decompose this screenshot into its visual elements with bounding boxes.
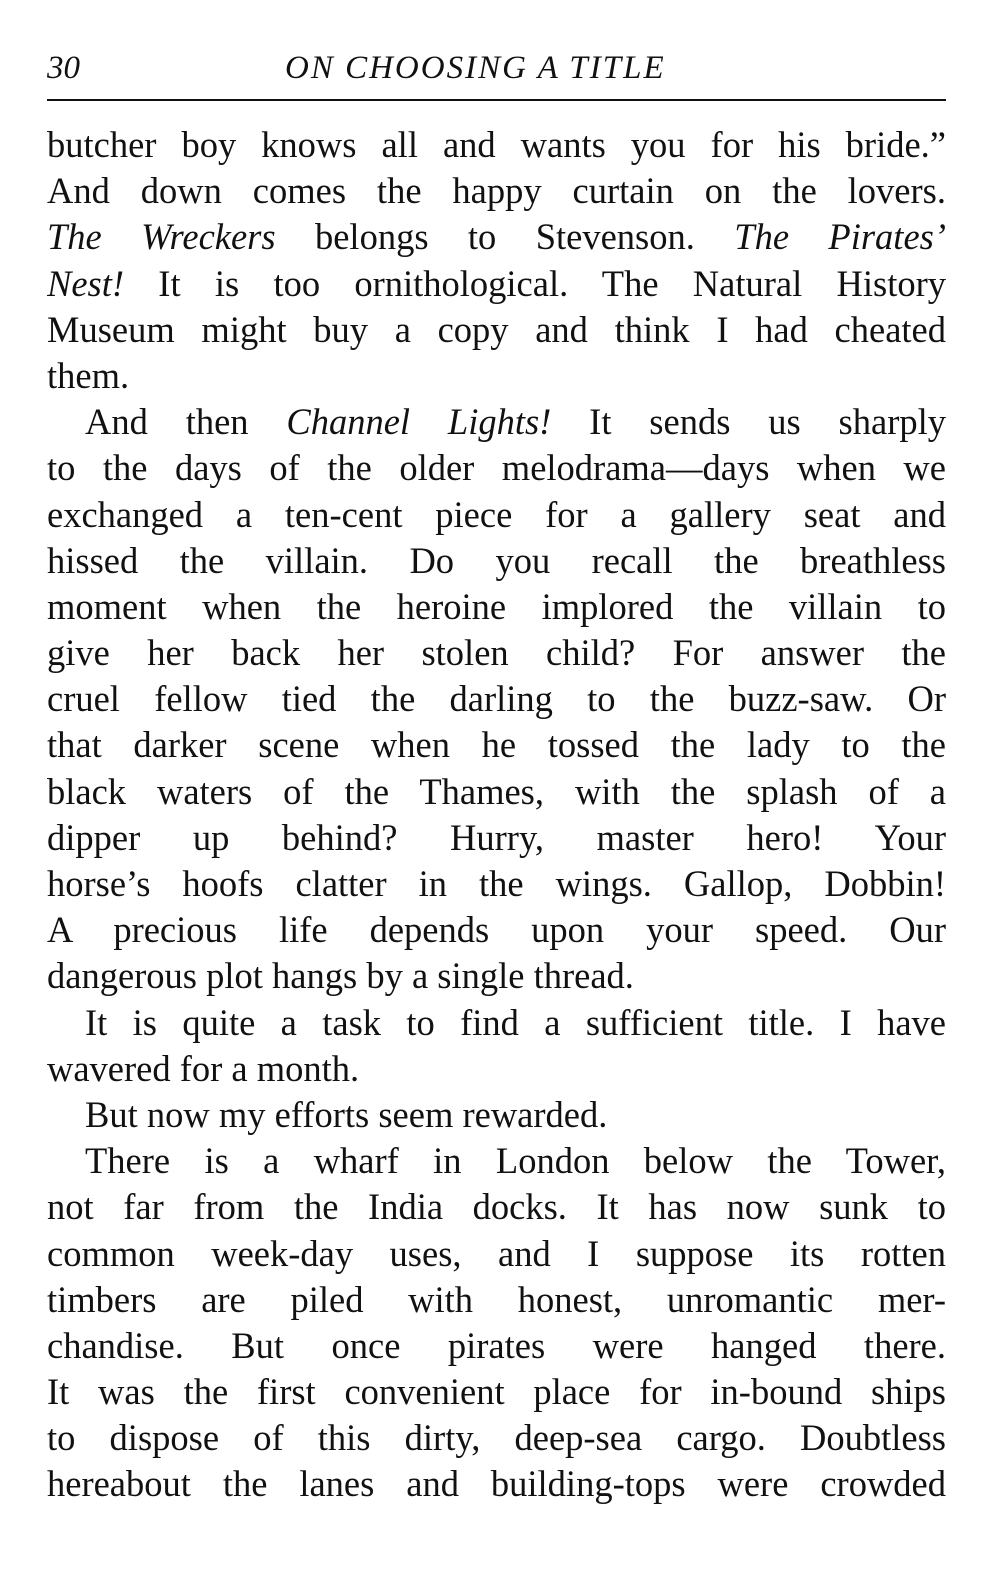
text-line	[47, 815, 946, 861]
italic-text: Channel Lights!	[286, 401, 552, 443]
text-segment: It is too ornithological. The Natural History	[124, 262, 946, 304]
text-line	[47, 168, 946, 214]
text-line	[47, 584, 946, 630]
text-line	[47, 1277, 946, 1323]
text-segment: A precious life depends upon your speed. Our	[47, 909, 946, 951]
text-segment: horse’s hoofs clatter in the wings. Gallop, Dobbin!	[47, 863, 946, 904]
text-segment: It sends us sharply	[551, 401, 946, 443]
header-rule	[47, 99, 946, 101]
text-line	[47, 538, 946, 584]
italic-text: The Pirates’	[734, 216, 946, 258]
text-line	[47, 1461, 946, 1507]
text-segment: And then	[85, 401, 287, 443]
text-segment: dipper up behind? Hurry, master hero! Your	[47, 816, 946, 858]
text-segment: moment when the heroine implored the villain to	[47, 585, 946, 627]
text-segment: It is quite a task to find a sufficient title. I have	[85, 1001, 946, 1043]
text-segment: timbers are piled with honest, unromantic mer-	[47, 1278, 946, 1320]
text-line	[47, 399, 946, 445]
text-line	[47, 492, 946, 538]
text-line	[47, 861, 946, 907]
text-line	[47, 353, 946, 399]
body-text	[47, 122, 946, 1508]
text-segment: hereabout the lanes and building-tops were crowded	[47, 1463, 946, 1505]
running-head	[47, 40, 946, 96]
text-segment: There is a wharf in London below the Tower,	[85, 1140, 946, 1182]
text-segment: butcher boy knows all and wants you for his bride.”	[47, 124, 946, 165]
text-segment: dangerous plot hangs by a single thread.	[47, 955, 634, 997]
text-line	[47, 953, 946, 999]
text-line	[47, 1138, 946, 1184]
text-segment: But now my efforts seem rewarded.	[85, 1093, 608, 1135]
text-line	[47, 676, 946, 722]
text-segment: And down comes the happy curtain on the lovers.	[47, 170, 946, 212]
text-segment: them.	[47, 354, 130, 396]
text-segment: Museum might buy a copy and think I had cheated	[47, 308, 946, 350]
text-line	[47, 1369, 946, 1415]
text-segment: not far from the India docks. It has now sunk to	[47, 1186, 946, 1228]
text-line	[47, 1092, 946, 1138]
italic-text: Nest!	[47, 262, 125, 304]
text-line	[47, 907, 946, 953]
text-segment: chandise. But once pirates were hanged there.	[47, 1324, 946, 1366]
text-segment: to dispose of this dirty, deep-sea cargo. Doubtless	[47, 1417, 946, 1459]
text-line	[47, 630, 946, 676]
text-line	[47, 1415, 946, 1461]
text-line	[47, 1323, 946, 1369]
text-segment: belongs to Stevenson.	[275, 216, 735, 258]
italic-text: The Wreckers	[47, 216, 276, 258]
text-line	[47, 307, 946, 353]
text-segment: hissed the villain. Do you recall the breathless	[47, 539, 946, 581]
text-segment: that darker scene when he tossed the lady to the	[47, 724, 946, 766]
text-segment: It was the first convenient place for in-bound ships	[47, 1371, 946, 1413]
text-segment: wavered for a month.	[47, 1047, 360, 1089]
text-line	[47, 1184, 946, 1230]
text-line	[47, 1046, 946, 1092]
text-segment: cruel fellow tied the darling to the buzz-saw. Or	[47, 678, 946, 720]
text-line	[47, 445, 946, 491]
text-line	[47, 122, 946, 168]
page-number: 30	[47, 50, 80, 86]
text-segment: give her back her stolen child? For answer the	[47, 632, 946, 674]
text-line	[47, 261, 946, 307]
text-segment: black waters of the Thames, with the splash of a	[47, 770, 946, 812]
text-segment: exchanged a ten-cent piece for a gallery seat and	[47, 493, 946, 535]
text-line	[47, 214, 946, 260]
text-line	[47, 1231, 946, 1277]
text-line	[47, 769, 946, 815]
text-segment: to the days of the older melodrama—days when we	[47, 447, 946, 489]
running-title: ON CHOOSING A TITLE	[285, 50, 666, 86]
text-line	[47, 722, 946, 768]
text-line	[47, 1000, 946, 1046]
text-segment: common week-day uses, and I suppose its rotten	[47, 1232, 946, 1274]
